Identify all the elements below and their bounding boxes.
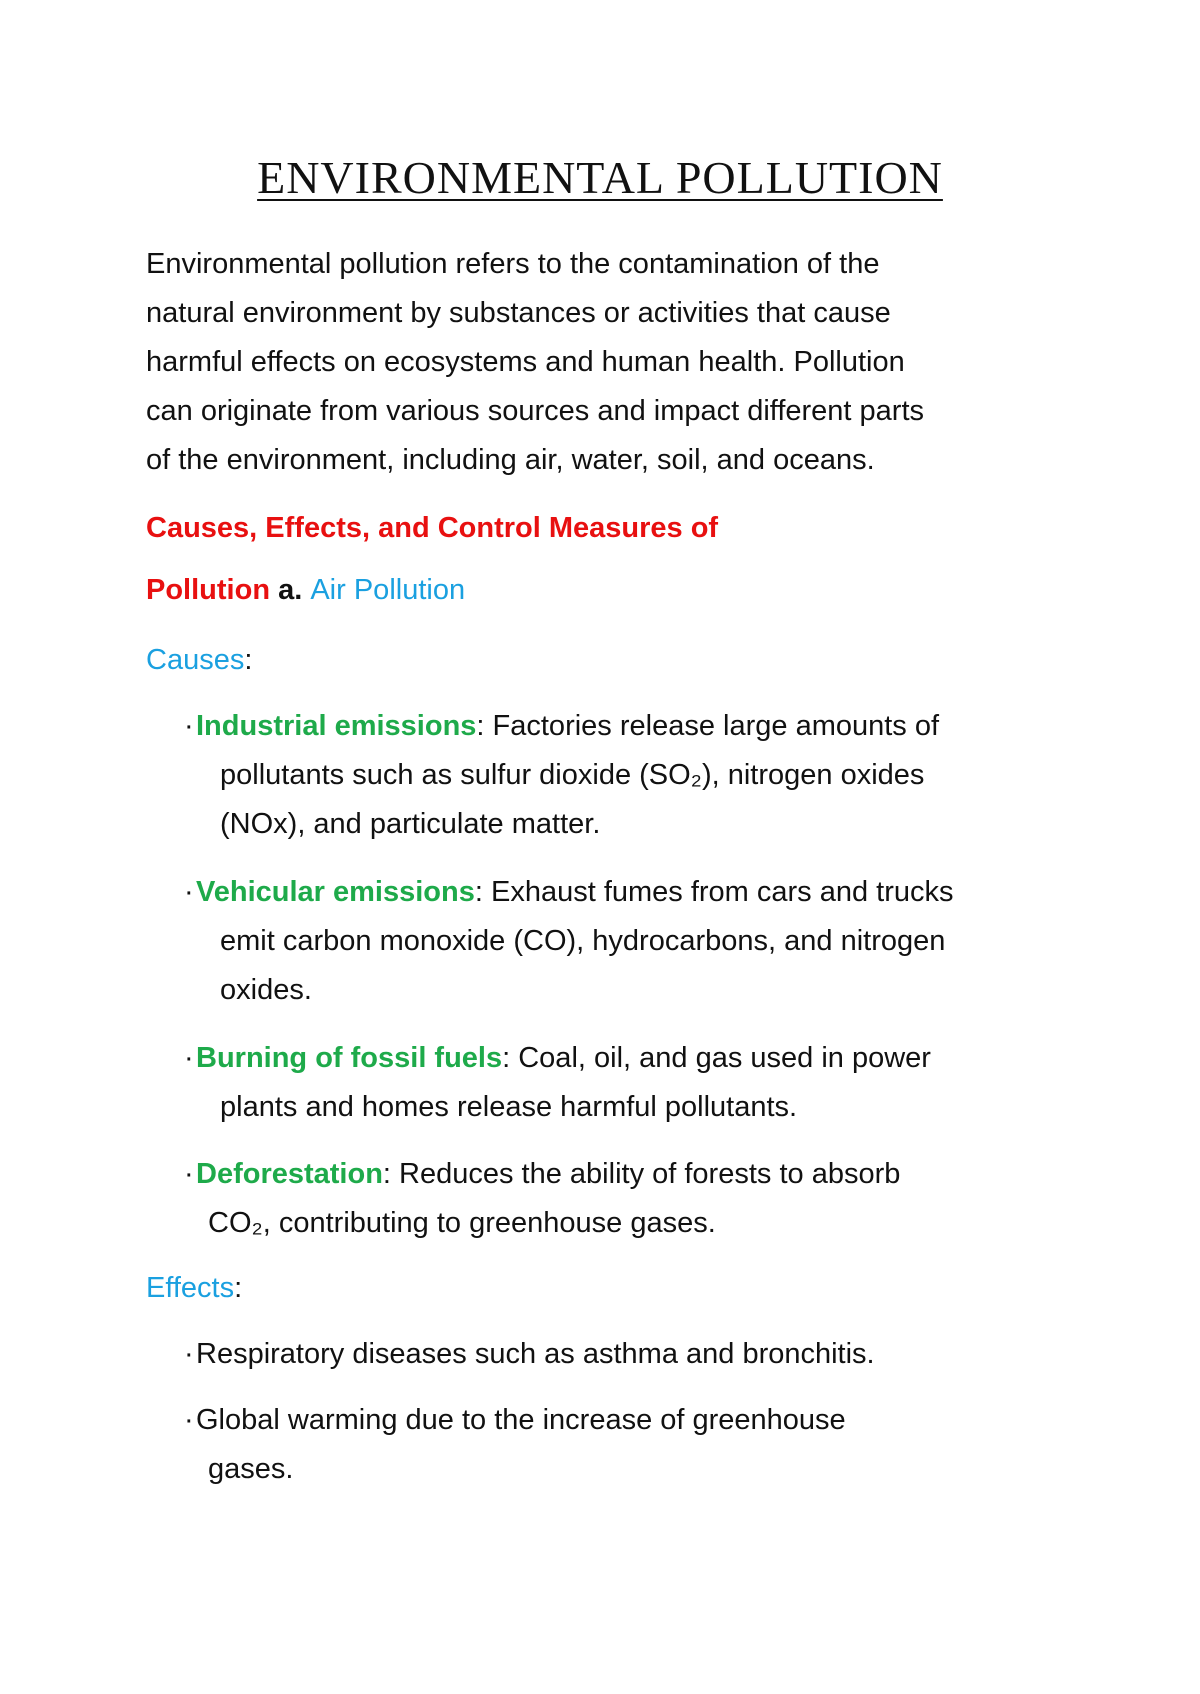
list-item	[184, 1150, 1084, 1248]
cause-cont: emit carbon monoxide (CO), hydrocarbons, and nitrogen	[220, 925, 946, 957]
bullet-icon: ·	[184, 1338, 194, 1370]
cause-desc: : Exhaust fumes from cars and trucks	[474, 876, 954, 908]
cause-term: Industrial emissions	[196, 710, 477, 742]
effects-heading: Effects:	[146, 1272, 243, 1304]
effect-text: Respiratory diseases such as asthma and bronchitis.	[196, 1338, 875, 1370]
effect-text: Global warming due to the increase of greenhouse	[196, 1404, 846, 1436]
intro-line: natural environment by substances or activities that cause	[146, 297, 891, 329]
cause-term: Deforestation	[196, 1158, 383, 1190]
cause-desc: : Coal, oil, and gas used in power	[502, 1042, 931, 1074]
cause-cont: plants and homes release harmful pollutants.	[220, 1091, 798, 1123]
intro-line: of the environment, including air, water, soil, and oceans.	[146, 444, 875, 476]
list-item	[184, 702, 1084, 849]
cause-term: Burning of fossil fuels	[196, 1042, 503, 1074]
cause-cont: (NOx), and particulate matter.	[220, 808, 601, 840]
bullet-icon: ·	[184, 1404, 194, 1436]
section-subheading	[146, 570, 465, 610]
bullet-icon: ·	[184, 1042, 194, 1074]
bullet-icon: ·	[184, 710, 194, 742]
list-item	[184, 1034, 1084, 1132]
cause-cont: oxides.	[220, 974, 312, 1006]
list-item	[184, 1396, 1084, 1494]
causes-heading: Causes:	[146, 644, 253, 676]
intro-line: can originate from various sources and impact different parts	[146, 395, 925, 427]
intro-paragraph	[146, 240, 1076, 485]
page-title: ENVIRONMENTAL POLLUTION	[257, 152, 943, 203]
list-item	[184, 1330, 1084, 1379]
intro-line: harmful effects on ecosystems and human health. Pollution	[146, 346, 905, 378]
cause-cont: pollutants such as sulfur dioxide (SO₂), nitrogen oxides	[220, 759, 925, 791]
effect-cont: gases.	[208, 1453, 294, 1485]
list-item	[184, 868, 1084, 1015]
section-heading-pollution: Pollution	[146, 574, 271, 606]
bullet-icon: ·	[184, 1158, 194, 1190]
section-heading-index: a.	[270, 574, 311, 606]
cause-desc: : Reduces the ability of forests to absorb	[382, 1158, 901, 1190]
cause-term: Vehicular emissions	[196, 876, 475, 908]
bullet-icon: ·	[184, 876, 194, 908]
cause-cont: CO₂, contributing to greenhouse gases.	[208, 1207, 716, 1239]
cause-desc: : Factories release large amounts of	[476, 710, 940, 742]
section-heading: Causes, Effects, and Control Measures of	[146, 512, 719, 544]
intro-line: Environmental pollution refers to the contamination of the	[146, 248, 880, 280]
air-pollution-heading: Air Pollution	[310, 574, 466, 606]
